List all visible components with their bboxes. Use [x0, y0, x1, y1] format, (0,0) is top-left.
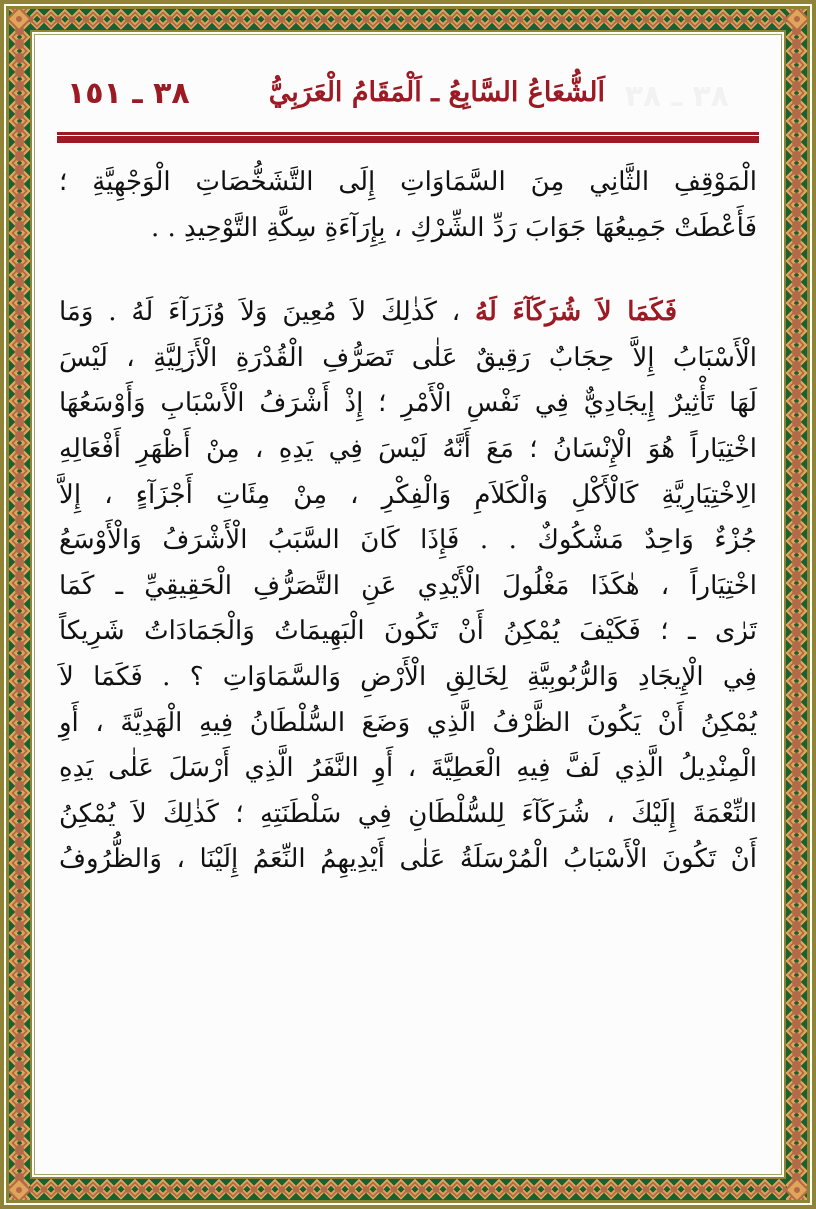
ghost-page-number: ٣٨ ـ ٣٨ — [624, 79, 729, 114]
text-line: أَنْ تَكُونَ الْأَسْبَابُ الْمُرْسَلَةُ عَلٰى أَيْدِيهِمُ النِّعَمُ إِلَيْنَا ، وَالظُّرُوفُ — [59, 844, 757, 875]
text-line: اخْتِيَاراً هُوَ الْإِنْسَانُ ؛ مَعَ أَنَّهُ لَيْسَ فِي يَدِهِ ، مِنْ أَظْهَرِ أَفْعَالِهِ — [59, 433, 757, 464]
header-title: اَلشُّعَاعُ السَّابِعُ ـ اَلْمَقَامُ الْعَرَبِيُّ — [268, 77, 605, 108]
line-continuation: ، كَذٰلِكَ لاَ مُعِينَ وَلاَ وُزَرَآءَ لَهُ . وَمَا — [59, 297, 461, 328]
header-rule-thin — [57, 132, 759, 135]
text-line — [59, 290, 757, 336]
text-line: الْأَسْبَابُ إِلاَّ حِجَابٌ رَقِيقٌ عَلٰى تَصَرُّفِ الْقُدْرَةِ الْأَزَلِيَّةِ ، لَيْسَ — [59, 342, 757, 373]
text-line: النِّعْمَةَ إِلَيْكَ ، شُرَكَآءَ لِلسُّلْطَانِ فِي سَلْطَنَتِهِ ؛ كَذٰلِكَ لاَ يُمْكِنُ — [59, 798, 757, 829]
text-line: الِاخْتِيَارِيَّةِ كَالْأَكْلِ وَالْكَلاَمِ وَالْفِكْرِ ، مِنْ مِئَاتِ أَجْزَآءٍ ، إِلاَّ — [59, 479, 757, 510]
text-line: جُزْءٌ وَاحِدٌ مَشْكُوكٌ . . فَإِذَا كَانَ السَّبَبُ الْأَشْرَفُ وَالْأَوْسَعُ — [59, 525, 757, 556]
text-line: اخْتِيَاراً ، هٰكَذَا مَغْلُولَ الْأَيْدِي عَنِ التَّصَرُّفِ الْحَقِيقِيِّ ـ كَمَا — [59, 570, 757, 601]
header-page-reference: ٣٨ ـ ١٥١ — [67, 76, 190, 111]
text-line: فِي الْإِيجَادِ وَالرُّبُوبِيَّةِ لِخَالِقِ الْأَرْضِ وَالسَّمَاوَاتِ ؟ . فَكَمَا لاَ — [59, 661, 757, 692]
ornament-band-bottom — [9, 1179, 807, 1200]
highlighted-phrase: فَكَمَا لاَ شُرَكَآءَ لَهُ — [474, 297, 678, 328]
body-text — [59, 160, 757, 883]
text-line: تَرٰى ـ ؛ فَكَيْفَ يُمْكِنُ أَنْ تَكُونَ الْبَهِيمَاتُ وَالْجَمَادَاتُ شَرِيكاً — [59, 616, 757, 647]
running-header — [57, 71, 759, 131]
text-line: فَأَعْطَتْ جَمِيعُهَا جَوَابَ رَدِّ الشِّرْكِ ، بِإِرَآءَةِ سِكَّةِ التَّوْحِيدِ . . — [151, 212, 757, 243]
text-line: الْمِنْدِيلُ الَّذِي لَفَّ فِيهِ الْعَطِيَّةَ ، أَوِ النَّفَرُ الَّذِي أَرْسَلَ عَلٰى يَدِهِ — [59, 753, 757, 784]
ornament-band-right — [786, 9, 807, 1200]
text-line: الْمَوْقِفِ الثَّانِي مِنَ السَّمَاوَاتِ إِلَى التَّشَخُّصَاتِ الْوَجْهِيَّةِ ؛ — [59, 167, 757, 197]
header-rule-thick — [57, 136, 759, 143]
paragraph-gap — [59, 251, 757, 290]
ornament-band-top — [9, 9, 807, 30]
page-content — [35, 35, 781, 1174]
ornament-band-left — [9, 9, 30, 1200]
text-line: يُمْكِنُ أَنْ يَكُونَ الظَّرْفُ الَّذِي وَضَعَ السُّلْطَانُ فِيهِ الْهَدِيَّةَ ، أَوِ — [59, 707, 757, 738]
text-line: لَهَا تَأْثِيرٌ إِيجَادِيٌّ فِي نَفْسِ الْأَمْرِ ؛ إِذْ أَشْرَفُ الْأَسْبَابِ وَأَوْسَعُهَا — [59, 388, 757, 419]
